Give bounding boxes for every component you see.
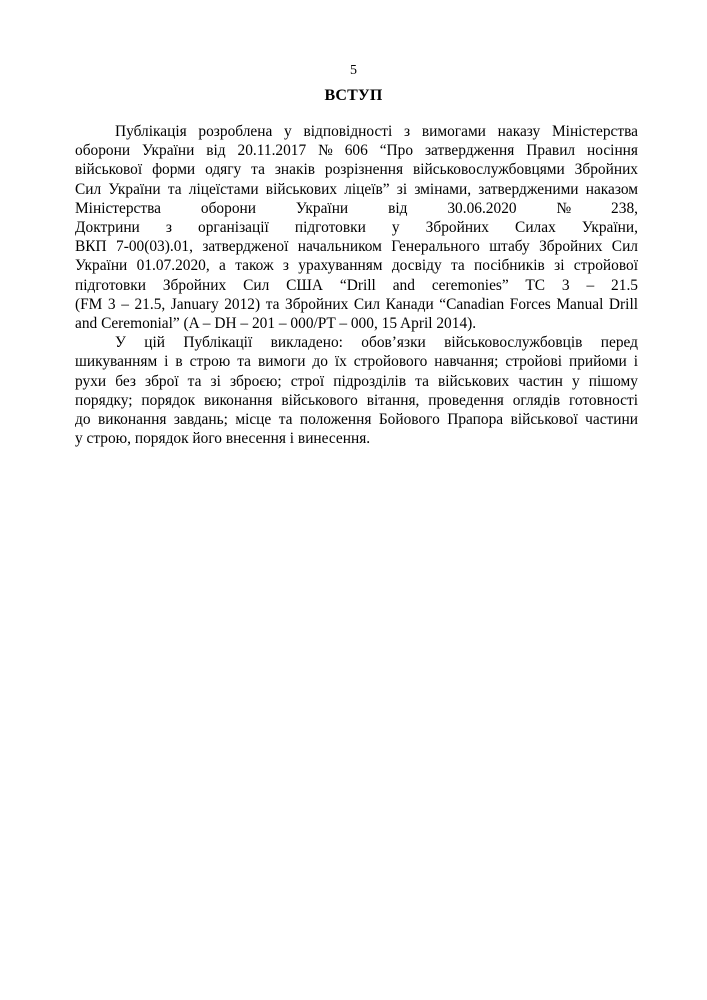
paragraph-line: (FM 3 – 21.5, January 2012) та Збройних Сил Канади “Canadian Forces Manual Drill bbox=[75, 295, 638, 313]
page-number: 5 bbox=[350, 63, 357, 78]
paragraph-line: оборони України від 20.11.2017 № 606 “Про затвердження Правил носіння bbox=[75, 142, 638, 160]
paragraph-line: Міністерства оборони України від 30.06.2020 № 238, bbox=[75, 199, 638, 217]
paragraph-line: рухи без зброї та зі зброєю; строї підрозділів та військових частин у пішому bbox=[75, 372, 638, 390]
paragraph-line: Доктрини з організації підготовки у Збройних Силах України, bbox=[75, 219, 638, 237]
paragraph-line: шикуванням і в строю та вимоги до їх стройового навчання; стройові прийоми і bbox=[75, 353, 638, 371]
paragraph-line: ВКП 7-00(03).01, затвердженої начальником Генерального штабу Збройних Сил bbox=[75, 238, 638, 256]
paragraph-line: України 01.07.2020, а також з урахуванням досвіду та посібників зі стройової bbox=[75, 257, 638, 275]
paragraph-line: and Ceremonial” (A – DH – 201 – 000/PT – 000, 15 April 2014). bbox=[75, 315, 477, 333]
paragraph-2 bbox=[75, 333, 638, 448]
paragraph-line: у строю, порядок його внесення і винесення. bbox=[75, 430, 371, 448]
paragraph-1 bbox=[75, 122, 638, 333]
paragraph-line: до виконання завдань; місце та положення Бойового Прапора військової частини bbox=[75, 411, 638, 429]
paragraph-line: Публікація розроблена у відповідності з вимогами наказу Міністерства bbox=[115, 123, 638, 140]
page-title: ВСТУП bbox=[324, 87, 383, 104]
paragraph-line: Сил України та ліцеїстами військових ліцеїв” зі змінами, затвердженими наказом bbox=[75, 180, 638, 198]
paragraph-line: У цій Публікації викладено: обов’язки військовослужбовців перед bbox=[115, 334, 638, 352]
paragraph-line: військової форми одягу та знаків розрізнення військовослужбовцями Збройних bbox=[75, 161, 638, 179]
paragraph-line: підготовки Збройних Сил США “Drill and ceremonies” TC 3 – 21.5 bbox=[75, 276, 638, 294]
body-text bbox=[75, 122, 638, 448]
paragraph-line: порядку; порядок виконання військового вітання, проведення оглядів готовності bbox=[75, 391, 638, 409]
